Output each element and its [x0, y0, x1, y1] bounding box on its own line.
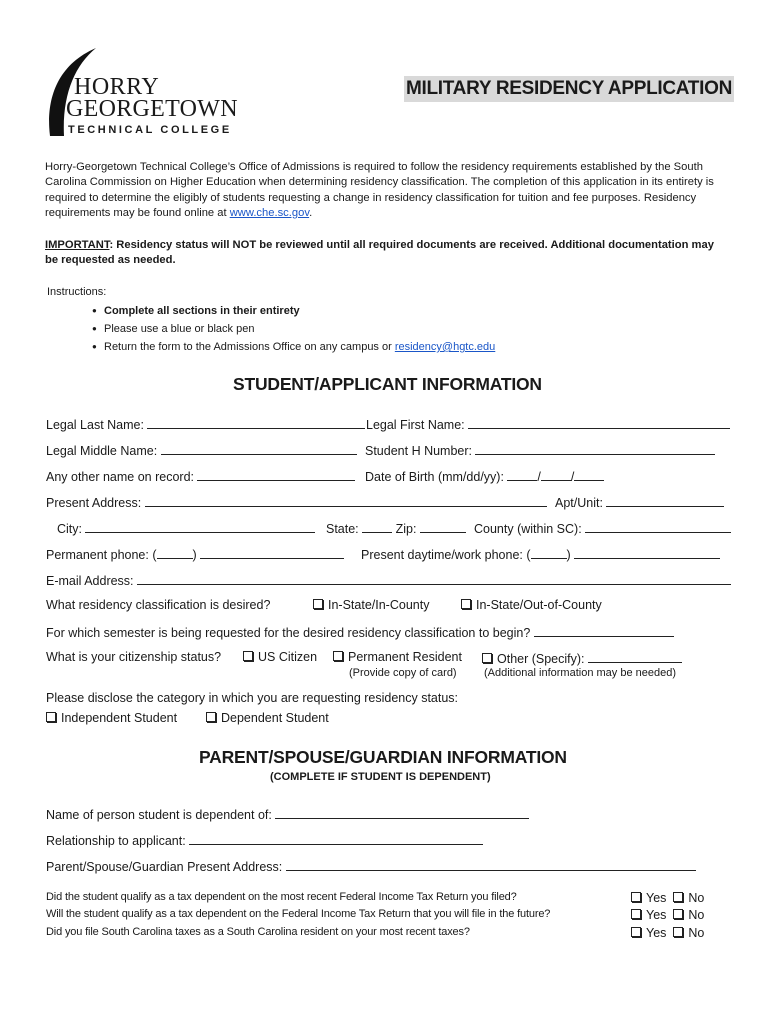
- independent-student-option[interactable]: [46, 711, 177, 725]
- state-field[interactable]: [362, 520, 392, 533]
- instruction-item: ● Complete all sections in their entirety: [92, 302, 495, 320]
- yes-label: Yes: [646, 891, 667, 905]
- zip-field[interactable]: [420, 520, 466, 533]
- apt-label: Apt/Unit:: [555, 496, 603, 510]
- us-citizen-label: US Citizen: [258, 650, 318, 664]
- instruction-item: ● Please use a blue or black pen: [92, 320, 495, 338]
- tax-q2-no-checkbox[interactable]: [673, 909, 683, 919]
- parent-section-subheading: (COMPLETE IF STUDENT IS DEPENDENT): [270, 771, 491, 783]
- work-phone-label: Present daytime/work phone: (: [361, 548, 531, 562]
- h-number-row: [365, 442, 715, 458]
- email-label: E-mail Address:: [46, 574, 134, 588]
- relationship-label: Relationship to applicant:: [46, 834, 186, 848]
- out-of-county-label: In-State/Out-of-County: [476, 598, 602, 612]
- guardian-address-label: Parent/Spouse/Guardian Present Address:: [46, 860, 283, 874]
- legal-middle-name-field[interactable]: [161, 442, 357, 455]
- apt-row: [555, 494, 724, 510]
- tax-question-1: Did the student qualify as a tax dependent on the most recent Federal Income Tax Return you filed?: [46, 891, 517, 903]
- instructions-heading: Instructions:: [47, 286, 107, 298]
- important-notice: [45, 238, 715, 269]
- dependent-student-label: Dependent Student: [221, 711, 329, 725]
- logo-line-2: GEORGETOWN: [66, 96, 238, 122]
- permanent-phone-row: Permanent phone: ( ): [46, 546, 344, 562]
- tax-question-3: Did you file South Carolina taxes as a South Carolina resident on your most recent taxes?: [46, 926, 470, 938]
- dob-year-field[interactable]: [574, 468, 604, 481]
- relationship-row: [46, 832, 483, 848]
- parent-section-heading: PARENT/SPOUSE/GUARDIAN INFORMATION: [199, 747, 567, 767]
- legal-last-name-field[interactable]: [147, 416, 365, 429]
- tax-q3-yes-checkbox[interactable]: [631, 927, 641, 937]
- college-logo: [44, 44, 238, 140]
- in-county-label: In-State/In-County: [328, 598, 430, 612]
- citizenship-question: What is your citizenship status?: [46, 650, 222, 664]
- other-citizenship-option[interactable]: [482, 650, 682, 666]
- permanent-resident-checkbox[interactable]: [333, 651, 343, 661]
- dependent-student-checkbox[interactable]: [206, 712, 216, 722]
- present-address-label: Present Address:: [46, 496, 142, 510]
- work-phone-field[interactable]: [574, 546, 720, 559]
- page-title: MILITARY RESIDENCY APPLICATION: [404, 76, 734, 102]
- tax-q1-yes-checkbox[interactable]: [631, 892, 641, 902]
- no-label: No: [688, 908, 705, 922]
- guardian-address-field[interactable]: [286, 858, 696, 871]
- out-of-county-checkbox[interactable]: [461, 599, 471, 609]
- independent-student-label: Independent Student: [61, 711, 178, 725]
- in-county-checkbox[interactable]: [313, 599, 323, 609]
- yes-label: Yes: [646, 926, 667, 940]
- instructions-list: [92, 302, 495, 356]
- other-citizenship-checkbox[interactable]: [482, 653, 492, 663]
- permanent-resident-label: Permanent Resident: [348, 650, 462, 664]
- tax-q3-no-checkbox[interactable]: [673, 927, 683, 937]
- state-zip-row: [326, 520, 466, 536]
- tax-q1-answers: [631, 891, 704, 905]
- dependent-of-field[interactable]: [275, 806, 529, 819]
- city-label: City:: [57, 522, 82, 536]
- important-label: IMPORTANT: [45, 239, 110, 251]
- h-number-label: Student H Number:: [365, 444, 472, 458]
- permanent-phone-area-code[interactable]: [157, 546, 193, 559]
- present-address-field[interactable]: [145, 494, 547, 507]
- email-row: [46, 572, 731, 588]
- out-of-county-option[interactable]: [461, 598, 602, 612]
- email-field[interactable]: [137, 572, 731, 585]
- us-citizen-option[interactable]: [243, 650, 317, 664]
- in-county-option[interactable]: [313, 598, 429, 612]
- legal-middle-name-label: Legal Middle Name:: [46, 444, 158, 458]
- che-website-link[interactable]: www.che.sc.gov: [229, 206, 310, 219]
- semester-row: [46, 624, 674, 640]
- tax-q2-yes-checkbox[interactable]: [631, 909, 641, 919]
- tax-q3-answers: [631, 926, 704, 940]
- other-name-label: Any other name on record:: [46, 470, 194, 484]
- zip-label: Zip:: [395, 522, 417, 536]
- instruction-item: [92, 338, 495, 356]
- dob-day-field[interactable]: [541, 468, 571, 481]
- legal-last-name-row: [46, 416, 365, 432]
- dependent-student-option[interactable]: [206, 711, 329, 725]
- legal-first-name-row: [366, 416, 730, 432]
- tax-q1-no-checkbox[interactable]: [673, 892, 683, 902]
- legal-first-name-label: Legal First Name:: [366, 418, 465, 432]
- semester-field[interactable]: [534, 624, 674, 637]
- other-info-note: (Additional information may be needed): [484, 667, 677, 679]
- other-name-row: [46, 468, 355, 484]
- category-question: Please disclose the category in which you are requesting residency status:: [46, 691, 459, 705]
- dependent-of-row: [46, 806, 529, 822]
- legal-last-name-label: Legal Last Name:: [46, 418, 144, 432]
- work-phone-row: Present daytime/work phone: ( ): [361, 546, 720, 562]
- student-section-heading: STUDENT/APPLICANT INFORMATION: [233, 374, 542, 394]
- county-row: [474, 520, 731, 536]
- residency-question: What residency classification is desired?: [46, 598, 271, 612]
- other-citizenship-field[interactable]: [588, 650, 682, 663]
- logo-line-3: TECHNICAL COLLEGE: [68, 124, 232, 136]
- other-citizenship-label: Other (Specify):: [497, 652, 585, 666]
- tax-q2-answers: [631, 908, 704, 922]
- city-row: [57, 520, 315, 536]
- permanent-phone-field[interactable]: [200, 546, 344, 559]
- residency-email-link[interactable]: residency@hgtc.edu: [394, 341, 496, 353]
- guardian-address-row: [46, 858, 696, 874]
- us-citizen-checkbox[interactable]: [243, 651, 253, 661]
- intro-end: .: [309, 206, 313, 219]
- county-field[interactable]: [585, 520, 731, 533]
- legal-middle-name-row: [46, 442, 357, 458]
- dob-row: Date of Birth (mm/dd/yy): / /: [365, 468, 604, 484]
- no-label: No: [688, 926, 705, 940]
- intro-paragraph: [45, 160, 715, 221]
- yes-label: Yes: [646, 908, 667, 922]
- intro-text: Horry-Georgetown Technical College’s Office of Admissions is required to follow the residency requirements established by the South Carolina Commission on Higher Education when determining residency classification. The completion of this application in its entirety is required to determine the eligibly of students requesting a change in residency classification for tuition and fee purposes. Residency requirements may be found online at: [45, 161, 714, 219]
- relationship-field[interactable]: [189, 832, 483, 845]
- logo-line-1: HORRY: [74, 74, 160, 100]
- county-label: County (within SC):: [474, 522, 582, 536]
- work-phone-area-code[interactable]: [531, 546, 567, 559]
- present-address-row: [46, 494, 547, 510]
- apt-field[interactable]: [606, 494, 724, 507]
- dob-label: Date of Birth (mm/dd/yy):: [365, 470, 504, 484]
- dependent-of-label: Name of person student is dependent of:: [46, 808, 272, 822]
- instruction-text: Return the form to the Admissions Office on any campus or: [104, 341, 395, 353]
- resident-card-note: (Provide copy of card): [349, 667, 457, 679]
- independent-student-checkbox[interactable]: [46, 712, 56, 722]
- other-name-field[interactable]: [197, 468, 355, 481]
- state-label: State:: [326, 522, 359, 536]
- city-field[interactable]: [85, 520, 315, 533]
- permanent-phone-label: Permanent phone: (: [46, 548, 157, 562]
- no-label: No: [688, 891, 705, 905]
- permanent-resident-option[interactable]: [333, 650, 462, 664]
- semester-label: For which semester is being requested for the desired residency classification to begin?: [46, 626, 531, 640]
- tax-question-2: Will the student qualify as a tax dependent on the Federal Income Tax Return that you will file in the future?: [46, 908, 551, 920]
- dob-month-field[interactable]: [507, 468, 537, 481]
- h-number-field[interactable]: [475, 442, 715, 455]
- legal-first-name-field[interactable]: [468, 416, 730, 429]
- important-text: : Residency status will NOT be reviewed until all required documents are received. Additional documentation may be requested as needed.: [45, 239, 714, 267]
